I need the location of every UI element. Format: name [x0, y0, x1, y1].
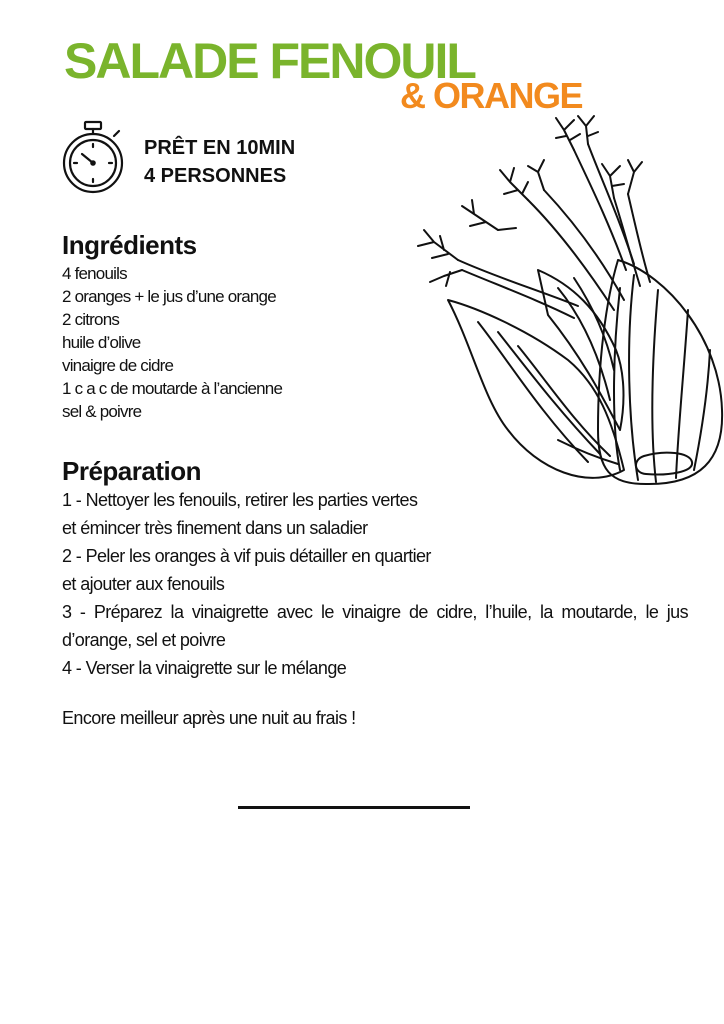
- recipe-title: SALADE FENOUIL: [64, 33, 475, 89]
- preparation-step: 3 - Préparez la vinaigrette avec le vinaigre de cidre, l’huile, la moutarde, le jus d’orange, sel et poivre: [62, 602, 688, 650]
- preparation-heading: Préparation: [62, 456, 201, 486]
- serving-tip: Encore meilleur après une nuit au frais !: [62, 708, 356, 728]
- stopwatch-icon: [60, 120, 126, 194]
- step-line: 1 - Nettoyer les fenouils, retirer les parties vertes: [62, 490, 418, 510]
- ingredient-item: 2 citrons: [62, 310, 120, 329]
- ingredient-item: huile d’olive: [62, 333, 141, 352]
- preparation-step: [62, 542, 688, 598]
- recipe-subtitle: & ORANGE: [400, 75, 583, 116]
- recipe-meta: [144, 134, 295, 190]
- ingredients-heading: Ingrédients: [62, 230, 197, 260]
- prep-time: PRÊT EN 10MIN: [144, 137, 296, 159]
- preparation-step: [62, 654, 688, 682]
- ingredient-item: 2 oranges + le jus d’une orange: [62, 287, 276, 306]
- step-line: 2 - Peler les oranges à vif puis détailler en quartier: [62, 546, 431, 566]
- ingredient-item: vinaigre de cidre: [62, 356, 174, 375]
- fennel-illustration-icon: [388, 110, 724, 524]
- step-line: et ajouter aux fenouils: [62, 574, 225, 594]
- ingredient-item: 4 fenouils: [62, 264, 127, 283]
- ingredient-item: sel & poivre: [62, 402, 142, 421]
- divider: [238, 806, 470, 809]
- step-line: et émincer très finement dans un saladier: [62, 518, 368, 538]
- ingredient-item: 1 c a c de moutarde à l’ancienne: [62, 379, 283, 398]
- servings: 4 PERSONNES: [144, 165, 287, 187]
- step-line: 4 - Verser la vinaigrette sur le mélange: [62, 658, 347, 678]
- ingredients-list: [62, 262, 282, 423]
